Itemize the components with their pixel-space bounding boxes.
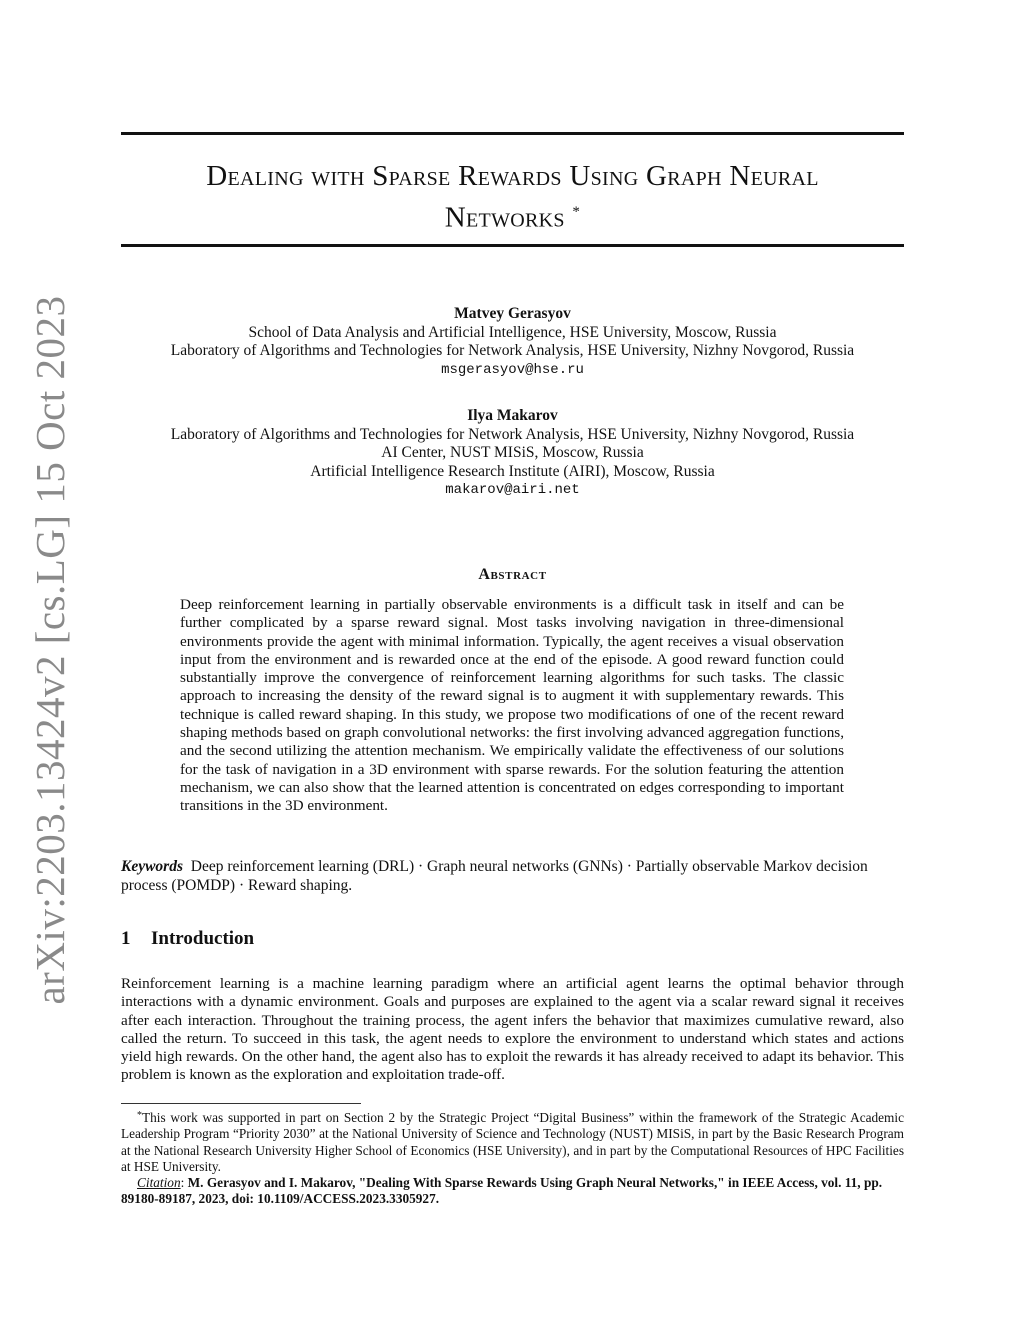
author-affiliation: AI Center, NUST MISiS, Moscow, Russia (381, 444, 644, 461)
title-top-rule (121, 132, 904, 135)
keywords-text: Deep reinforcement learning (DRL) · Graph neural networks (GNNs) · Partially observable Markov decision process (POMDP) · Reward shaping. (121, 858, 868, 894)
author-affiliation: Artificial Intelligence Research Institute (AIRI), Moscow, Russia (310, 462, 715, 480)
author-email[interactable]: msgerasyov@hse.ru (441, 361, 584, 378)
arxiv-identifier-stamp: arXiv:2203.13424v2 [cs.LG] 15 Oct 2023 (27, 295, 73, 1005)
title-bottom-rule (121, 244, 904, 247)
title-line-2-text: Networks (444, 201, 565, 234)
paper-title (121, 158, 904, 236)
author-name: Matvey Gerasyov (454, 305, 571, 322)
author-affiliation: School of Data Analysis and Artificial Intelligence, HSE University, Moscow, Russia (248, 323, 777, 341)
abstract-heading: Abstract (478, 566, 547, 583)
author-affiliation: Laboratory of Algorithms and Technologies for Network Analysis, HSE University, Nizhny Novgorod, Russia (170, 425, 855, 443)
abstract-text: Deep reinforcement learning in partially observable environments is a difficult task in itself and can be further complicated by a sparse reward signal. Most tasks involving navigation in three-dimensional environments provide the agent with minimal information. Typically, the agent receives a visual observation input from the environment and is rewarded once at the end of the episode. A good reward function could substantially improve the convergence of reinforcement learning algorithms for such tasks. The classic approach to increasing the density of the reward signal is to augment it with supplementary rewards. This technique is called reward shaping. In this study, we propose two modifications of one of the recent reward shaping methods based on graph convolutional networks: the first involving advanced aggregation functions, and the second utilizing the attention mechanism. We empirically validate the effectiveness of our solutions for the task of navigation in a 3D environment with sparse rewards. For the solution featuring the attention mechanism, we can also show that the learned attention is concentrated on edges corresponding to important transitions in the 3D environment. (180, 596, 844, 815)
citation-label: Citation (137, 1175, 181, 1190)
keywords-label: Keywords (121, 858, 183, 875)
section-heading (121, 928, 254, 950)
author-affiliation: Laboratory of Algorithms and Technologies for Network Analysis, HSE University, Nizhny Novgorod, Russia (170, 342, 855, 359)
section-title: Introduction (151, 928, 255, 949)
footnote (121, 1108, 904, 1175)
section-number: 1 (121, 928, 131, 949)
footnote-rule (121, 1103, 361, 1104)
citation-text: M. Gerasyov and I. Makarov, "Dealing With Sparse Rewards Using Graph Neural Networks," in IEEE Access, vol. 11, pp. 89180-89187, 2023, doi: 10.1109/ACCESS.2023.3305927. (121, 1175, 883, 1207)
author-email[interactable]: makarov@airi.net (445, 482, 580, 498)
author-block-1 (121, 305, 904, 379)
footnote-text: This work was supported in part on Section 2 by the Strategic Project “Digital Business” within the framework of the Strategic Academic Leadership Program “Priority 2030” at the National University of Science and Technology (NUST) MISiS, in part by the Basic Research Program at the National Research University Higher School of Economics (HSE University), and in part by the Computational Resources of HPC Facilities at HSE University. (121, 1110, 904, 1174)
footnote-mark: * (137, 1110, 142, 1121)
title-line-1: Dealing with Sparse Rewards Using Graph Neural (206, 160, 819, 192)
title-footnote-mark: * (572, 204, 581, 220)
author-block-2 (121, 407, 904, 500)
citation: Citation: M. Gerasyov and I. Makarov, "Dealing With Sparse Rewards Using Graph Neural Networks," in IEEE Access, vol. 11, pp. 89180-89187, 2023, doi: 10.1109/ACCESS.2023.3305927. (121, 1175, 883, 1207)
keywords (121, 858, 904, 895)
introduction-paragraph: Reinforcement learning is a machine learning paradigm where an artificial agent learns the optimal behavior through interactions with a dynamic environment. Goals and purposes are explained to the agent via a scalar reward signal it receives after each interaction. Throughout the training process, the agent infers the behavior that maximizes cumulative reward, also called the return. To succeed in this task, the agent needs to explore the environment to understand which states and actions yield high rewards. On the other hand, the agent also has to exploit the rewards it has already received to adapt its behavior. This problem is known as the exploration and exploitation trade-off. (121, 975, 904, 1084)
title-line-2 (121, 194, 904, 236)
author-name: Ilya Makarov (467, 407, 558, 424)
